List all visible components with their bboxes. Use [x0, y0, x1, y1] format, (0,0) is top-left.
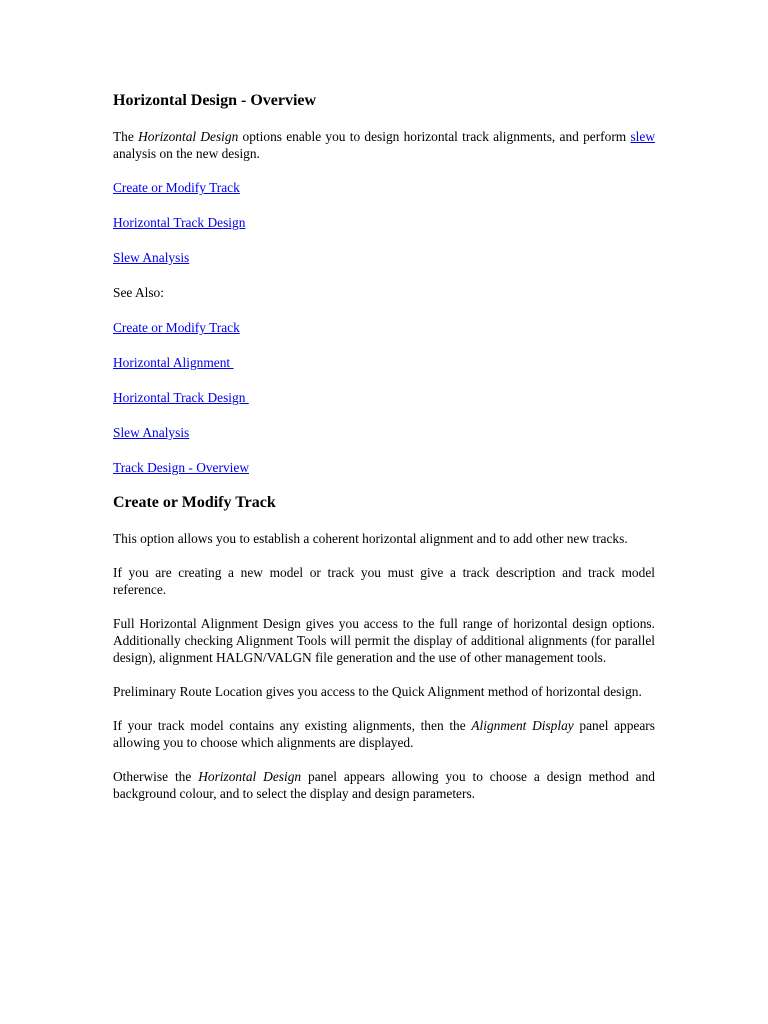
document-page	[113, 91, 655, 802]
link-line	[113, 389, 655, 406]
paragraph-establish-alignment: This option allows you to establish a coherent horizontal alignment and to add other new tracks.	[113, 531, 628, 546]
paragraph-alignment-display	[113, 717, 655, 751]
intro-emphasis: Horizontal Design	[138, 129, 239, 144]
alignment-display-text-2: panel appears allowing you to choose which alignments are displayed.	[113, 718, 655, 750]
horizontal-design-panel-text-1: Otherwise the	[113, 769, 199, 784]
link-line	[113, 424, 655, 441]
paragraph-new-model: If you are creating a new model or track you must give a track description and track model reference.	[113, 565, 655, 597]
intro-text-1: The	[113, 129, 139, 144]
link-line	[113, 459, 655, 476]
see-also-link-horizontal-track-design[interactable]: Horizontal Track Design	[113, 390, 249, 405]
link-line	[113, 319, 655, 336]
link-create-or-modify-track[interactable]: Create or Modify Track	[113, 180, 240, 195]
slew-link[interactable]: slew	[630, 129, 656, 144]
link-line	[113, 179, 655, 196]
intro-paragraph	[113, 128, 655, 162]
horizontal-design-panel-text-2: panel appears allowing you to choose a design method and background colour, and to select the display and design parameters.	[113, 769, 656, 801]
paragraph-preliminary-route: Preliminary Route Location gives you access to the Quick Alignment method of horizontal design.	[113, 684, 642, 699]
section-heading-horizontal-design-overview: Horizontal Design - Overview	[113, 92, 317, 109]
intro-text-3: analysis on the new design.	[113, 146, 260, 161]
see-also-link-create-or-modify-track[interactable]: Create or Modify Track	[113, 320, 240, 335]
paragraph-full-horizontal-design: Full Horizontal Alignment Design gives you access to the full range of horizontal design options. Additionally checking Alignment Tools will permit the display of additional alignments (for parallel design), alignment HALGN/VALGN file generation and the use of other management tools.	[113, 616, 655, 665]
section-heading-create-or-modify-track: Create or Modify Track	[113, 494, 276, 511]
see-also-label: See Also:	[113, 285, 164, 300]
horizontal-design-panel-emphasis: Horizontal Design	[198, 769, 302, 784]
alignment-display-emphasis: Alignment Display	[471, 718, 574, 733]
see-also-link-track-design-overview[interactable]: Track Design - Overview	[113, 460, 249, 475]
link-line	[113, 214, 655, 231]
link-slew-analysis[interactable]: Slew Analysis	[113, 250, 190, 265]
see-also-link-horizontal-alignment[interactable]: Horizontal Alignment	[113, 355, 234, 370]
intro-text-2: options enable you to design horizontal track alignments, and perform	[238, 129, 631, 144]
alignment-display-text-1: If your track model contains any existing alignments, then the	[113, 718, 472, 733]
link-line	[113, 354, 655, 371]
link-horizontal-track-design[interactable]: Horizontal Track Design	[113, 215, 246, 230]
link-line	[113, 249, 655, 266]
paragraph-horizontal-design-panel	[113, 768, 655, 802]
see-also-link-slew-analysis[interactable]: Slew Analysis	[113, 425, 190, 440]
